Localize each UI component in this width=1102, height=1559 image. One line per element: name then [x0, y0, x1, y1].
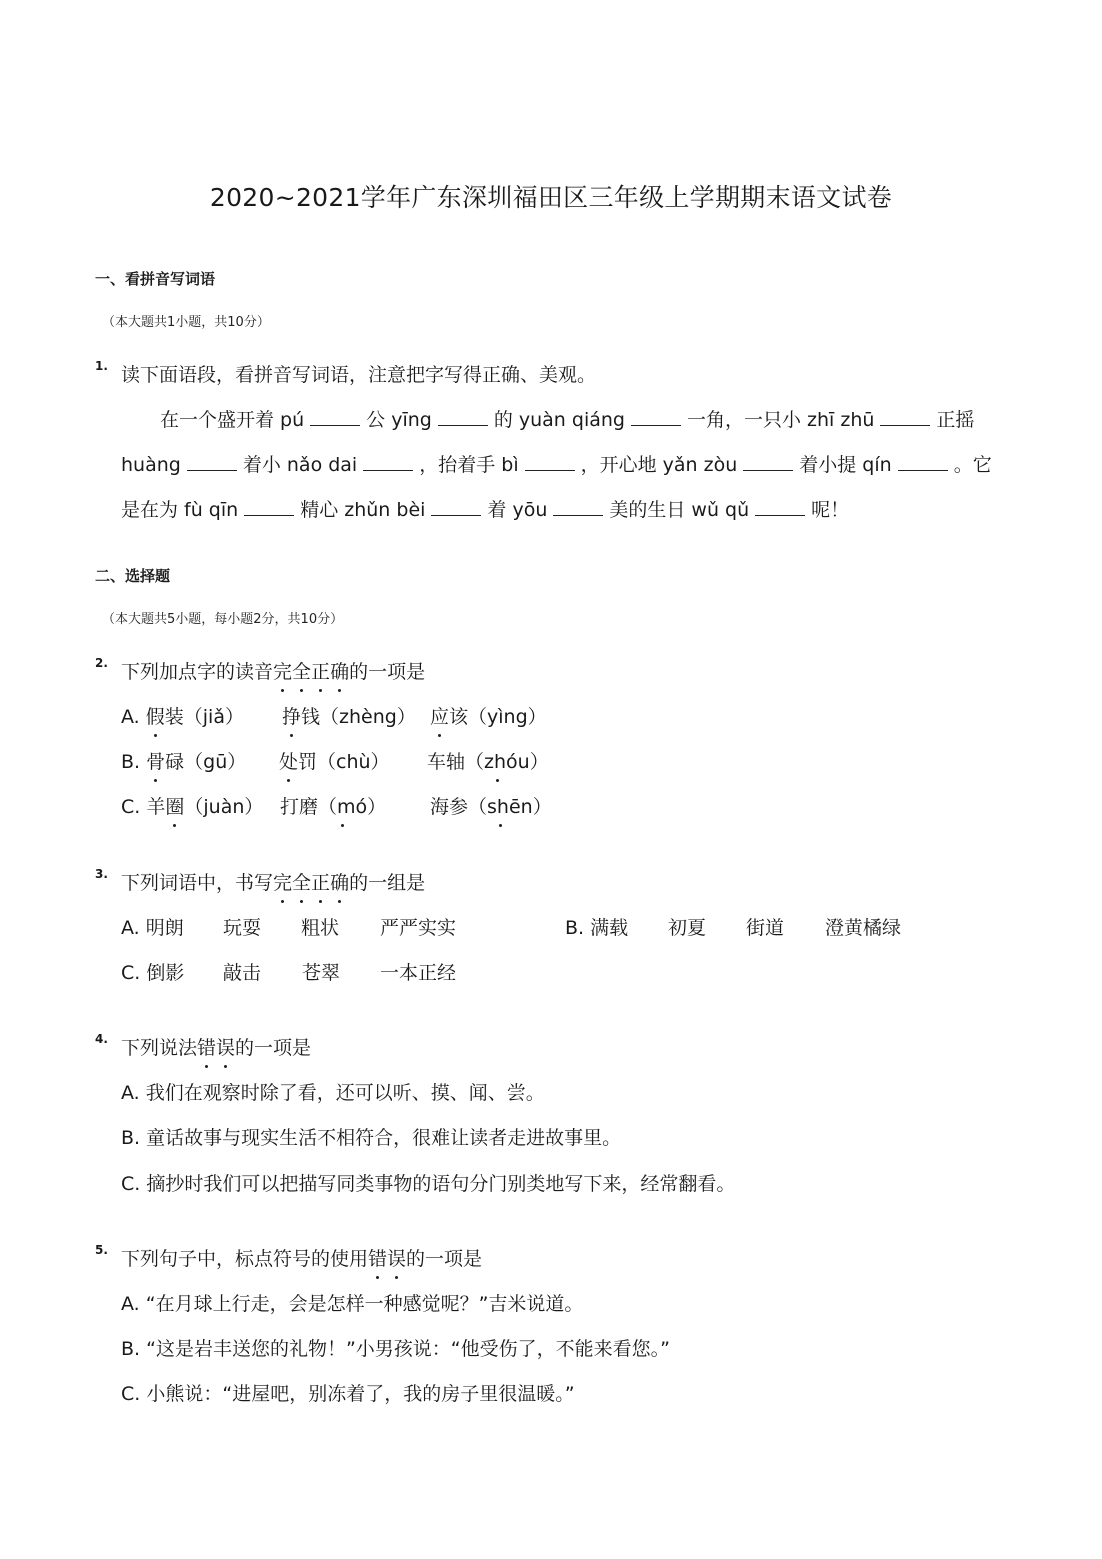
dotted-char: 假: [146, 702, 165, 729]
option-text: 打: [280, 796, 300, 818]
option-label: B.: [121, 751, 147, 773]
q3-word: 苍翠: [302, 962, 341, 984]
answer-blank[interactable]: [898, 454, 948, 471]
q3-word: 街道: [746, 917, 785, 939]
passage-text: 着 yōu: [487, 499, 548, 521]
answer-blank[interactable]: [310, 409, 360, 426]
option-text: 钱（zhèng）: [301, 706, 416, 728]
answer-blank[interactable]: [187, 454, 237, 471]
q3-word: 敲击: [223, 962, 262, 984]
dotted-char: 磨（mó）: [299, 792, 386, 819]
dotted-char: 完: [273, 868, 292, 895]
dotted-char: 错: [197, 1033, 216, 1060]
q3-option-b[interactable]: B. 满载: [565, 917, 629, 939]
stem-text: 的一项是: [235, 1037, 312, 1059]
passage-text: 着小 nǎo dai: [242, 454, 358, 476]
stem-text: 下列句子中，标点符号的使用: [121, 1248, 369, 1270]
question-3-number: 3.: [95, 867, 108, 881]
stem-text: 下列加点字的读音: [121, 661, 274, 683]
q3-option-a[interactable]: A. 明朗: [121, 917, 184, 939]
dotted-char: 全: [292, 657, 311, 684]
q5-option-b[interactable]: B. “这是岩丰送您的礼物！”小男孩说：“他受伤了，不能来看您。”: [121, 1338, 670, 1360]
question-3-stem: [121, 868, 425, 895]
q2-option-b-2: [279, 747, 390, 774]
answer-blank[interactable]: [525, 454, 575, 471]
section-1-note: （本大题共1小题，共10分）: [102, 315, 270, 330]
stem-text: 的一项是: [406, 1248, 483, 1270]
q3-word: 一本正经: [380, 962, 457, 984]
option-label: C. 羊: [121, 796, 166, 818]
answer-blank[interactable]: [755, 499, 805, 516]
option-text: 海: [430, 796, 450, 818]
option-text: 碌（gū）: [165, 751, 247, 773]
passage-text: 一角，一只小 zhī zhū: [686, 409, 875, 431]
passage-text: huàng: [121, 454, 181, 476]
stem-text: 下列词语中，书写: [121, 872, 274, 894]
exam-title: 2020~2021学年广东深圳福田区三年级上学期期末语文试卷: [209, 183, 893, 212]
passage-text: ，抬着手 bì: [419, 454, 519, 476]
question-5-stem: [121, 1244, 482, 1271]
q4-option-a[interactable]: A. 我们在观察时除了看，还可以听、摸、闻、尝。: [121, 1082, 545, 1104]
question-4-number: 4.: [95, 1032, 108, 1046]
q3-word: 玩耍: [223, 917, 262, 939]
answer-blank[interactable]: [244, 499, 294, 516]
passage-line-2: [121, 450, 992, 477]
dotted-char: 参（shēn）: [449, 792, 552, 819]
section-2-note: （本大题共5小题，每小题2分，共10分）: [102, 612, 344, 627]
q2-option-c-2: [280, 792, 386, 819]
answer-blank[interactable]: [743, 454, 793, 471]
q2-option-a-3: [430, 702, 547, 729]
q2-option-b-3: [427, 747, 549, 774]
dotted-char: 确: [330, 657, 349, 684]
passage-text: 呢！: [811, 499, 850, 521]
q3-word: 严严实实: [380, 917, 457, 939]
option-text: （juàn）: [184, 796, 264, 818]
q2-option-c-1[interactable]: [121, 792, 263, 819]
passage-text: 正摇: [936, 409, 975, 431]
passage-text: 着小提 qín: [799, 454, 892, 476]
q3-word: 粗状: [301, 917, 340, 939]
dotted-char: 错: [368, 1244, 387, 1271]
q3-word: 澄黄橘绿: [825, 917, 902, 939]
dotted-char: 轴（zhóu）: [446, 747, 549, 774]
question-2-number: 2.: [95, 656, 108, 670]
passage-text: 公 yīng: [366, 409, 432, 431]
section-1-heading: 一、看拼音写词语: [95, 270, 216, 288]
passage-text: 精心 zhǔn bèi: [300, 499, 426, 521]
dotted-char: 误: [387, 1244, 406, 1271]
option-label: A.: [121, 706, 146, 728]
dotted-char: 完: [273, 657, 292, 684]
passage-line-1: [160, 405, 974, 432]
stem-text: 下列说法: [121, 1037, 198, 1059]
q2-option-a-2: [282, 702, 416, 729]
q3-option-c[interactable]: C. 倒影: [121, 962, 185, 984]
q4-option-c[interactable]: C. 摘抄时我们可以把描写同类事物的语句分门别类地写下来，经常翻看。: [121, 1173, 736, 1195]
option-text: 罚（chù）: [298, 751, 390, 773]
q4-option-b[interactable]: B. 童话故事与现实生活不相符合，很难让读者走进故事里。: [121, 1127, 622, 1149]
question-1-number: 1.: [95, 359, 108, 373]
dotted-char: 误: [216, 1033, 235, 1060]
section-2-heading: 二、选择题: [95, 567, 171, 585]
question-2-stem: [121, 657, 425, 684]
stem-text: 的一项是: [349, 661, 426, 683]
q3-word: 初夏: [668, 917, 707, 939]
question-5-number: 5.: [95, 1243, 108, 1257]
passage-text: 的 yuàn qiáng: [493, 409, 625, 431]
passage-text: ，开心地 yǎn zòu: [580, 454, 738, 476]
passage-text: 是在为 fù qīn: [121, 499, 239, 521]
answer-blank[interactable]: [438, 409, 488, 426]
q5-option-c[interactable]: C. 小熊说：“进屋吧，别冻着了，我的房子里很温暖。”: [121, 1383, 575, 1405]
dotted-char: 全: [292, 868, 311, 895]
q2-option-b-1[interactable]: [121, 747, 246, 774]
answer-blank[interactable]: [631, 409, 681, 426]
answer-blank[interactable]: [431, 499, 481, 516]
passage-line-3: [121, 495, 849, 522]
dotted-char: 处: [279, 747, 298, 774]
dotted-char: 挣: [282, 702, 301, 729]
option-text: 该（yìng）: [449, 706, 547, 728]
option-text: 车: [427, 751, 447, 773]
dotted-char: 正: [311, 868, 330, 895]
q2-option-a-1[interactable]: [121, 702, 244, 729]
passage-text: 在一个盛开着 pú: [160, 409, 305, 431]
answer-blank[interactable]: [553, 499, 603, 516]
dotted-char: 应: [430, 702, 449, 729]
dotted-char: 圈: [165, 792, 184, 819]
answer-blank[interactable]: [363, 454, 413, 471]
dotted-char: 确: [330, 868, 349, 895]
answer-blank[interactable]: [880, 409, 930, 426]
option-text: 装（jiǎ）: [164, 706, 244, 728]
stem-text: 的一组是: [349, 872, 426, 894]
passage-text: 美的生日 wǔ qǔ: [609, 499, 750, 521]
dotted-char: 骨: [146, 747, 165, 774]
question-4-stem: [121, 1033, 311, 1060]
question-1-stem: 读下面语段，看拼音写词语，注意把字写得正确、美观。: [121, 364, 597, 386]
q2-option-c-3: [430, 792, 552, 819]
passage-text: 。它: [953, 454, 992, 476]
q5-option-a[interactable]: A. “在月球上行走，会是怎样一种感觉呢？”吉米说道。: [121, 1293, 584, 1315]
dotted-char: 正: [311, 657, 330, 684]
